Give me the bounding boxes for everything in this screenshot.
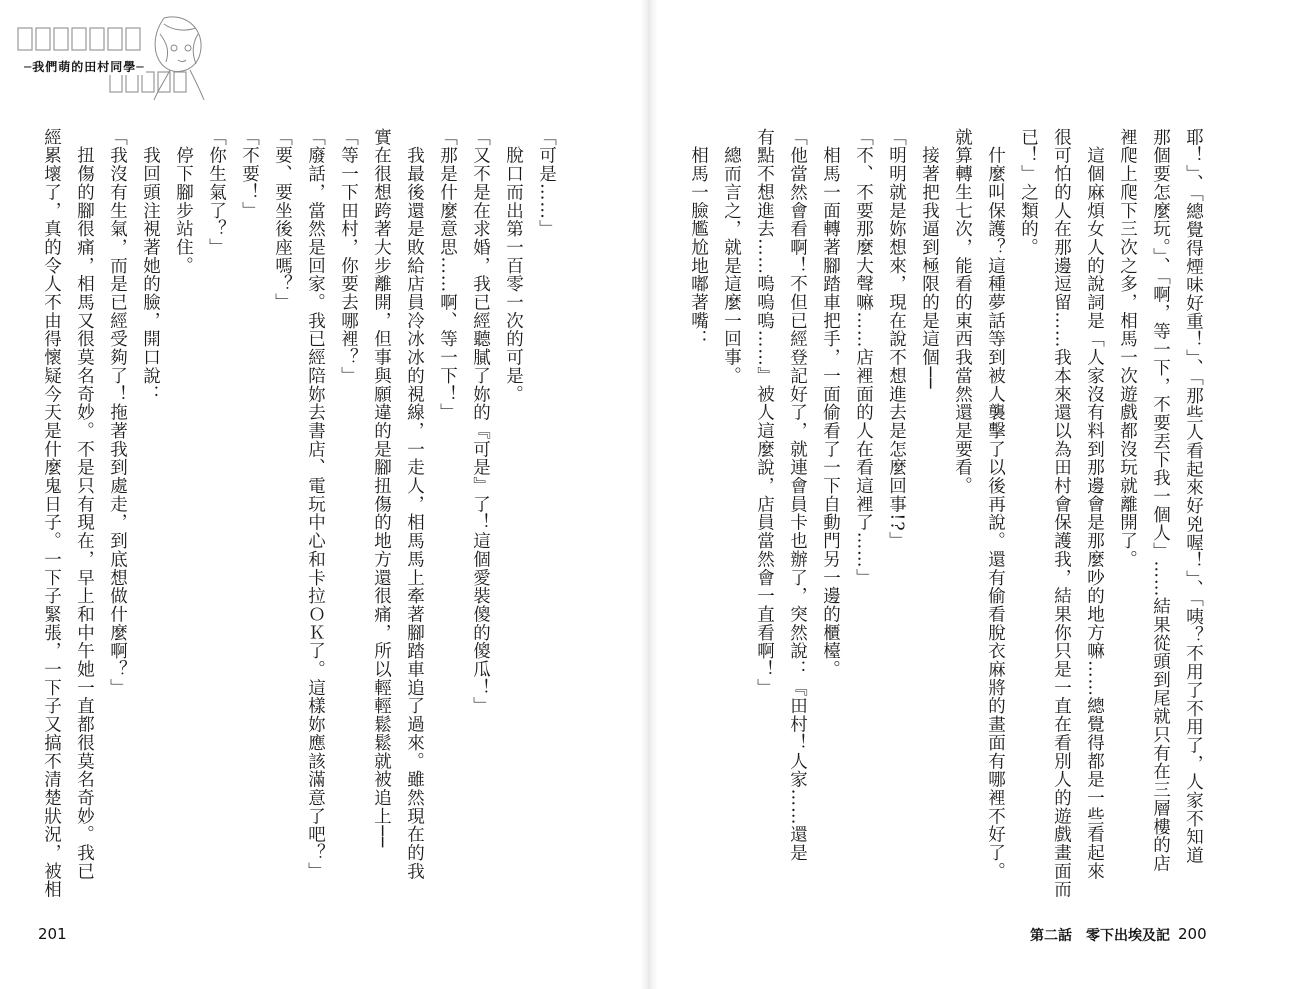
text-column: 停下腳步站住。: [173, 128, 194, 275]
text-column: 「廢話，當然是回家。我已經陪妳去書店、電玩中心和卡拉ＯＫ了。這樣妳應該滿意了吧？」: [305, 128, 326, 881]
text-column: 「明明就是妳想來，現在說不想進去是怎麼回事!?」: [886, 128, 907, 550]
text-column: 這個麻煩女人的說詞是「人家沒有料到那邊會是那麼吵的地方嘛……總覺得都是一些看起來: [1084, 128, 1105, 881]
text-column: 相馬一面轉著腳踏車把手，一面偷看了一下自動門另一邊的櫃檯。: [820, 128, 841, 679]
text-column: 很可怕的人在那邊逗留……我本來還以為田村會保護我，結果你只是一直在看別人的遊戲畫面而: [1051, 128, 1072, 899]
text-column: 就算轉生七次，能看的東西我當然還是要看。: [952, 128, 973, 495]
page-number: 201: [38, 925, 67, 943]
logo-subtitle: ─我們萌的田村同學─: [24, 60, 145, 74]
book-gutter: [640, 0, 658, 989]
text-column: 我最後還是敗給店員冷冰冰的視線，一走人，相馬馬上牽著腳踏車追了過來。雖然現在的我: [404, 128, 425, 881]
text-column: 耶！」、「總覺得煙味好重！」、「那些人看起來好兇喔！」、「咦？不用了不用了，人家不知道: [1183, 128, 1204, 865]
running-head: 第二話 零下出埃及記: [1030, 928, 1170, 944]
series-logo: [14, 10, 214, 102]
text-column: 已！」之類的。: [1018, 128, 1039, 257]
text-column: 有點不想進去……嗚嗚嗚……』被人這麼說，店員當然會一直看啊！」: [754, 128, 775, 697]
text-column: 「你生氣了？」: [206, 128, 227, 257]
text-column: 「那是什麼意思……啊、等一下！」: [437, 128, 458, 422]
text-column: 經累壞了，真的令人不由得懷疑今天是什麼鬼日子。一下子緊張，一下子又搞不清楚狀況，被相: [41, 128, 62, 899]
text-column: 「我沒有生氣，而是已經受夠了！拖著我到處走，到底想做什麼啊？」: [107, 128, 128, 697]
text-column: 「不、不要那麼大聲嘛……店裡面的人在看這裡了……」: [853, 128, 874, 587]
logo-character-sketch: [14, 10, 214, 102]
text-column: 接著把我逼到極限的是這個──: [919, 128, 940, 390]
text-column: 裡爬上爬下三次之多，相馬一次遊戲都沒玩就離開了。: [1117, 128, 1138, 569]
text-column: 脫口而出第一百零一次的可是。: [503, 128, 524, 404]
text-column: 扭傷的腳很痛，相馬又很莫名奇妙。不是只有現在，早上和中午她一直都很莫名奇妙。我已: [74, 128, 95, 881]
text-column: 「等一下田村，你要去哪裡？」: [338, 128, 359, 385]
text-column: 我回頭注視著她的臉，開口說：: [140, 128, 161, 404]
text-column: 「要、要坐後座嗎？」: [272, 128, 293, 312]
text-column: 「又不是在求婚，我已經聽膩了妳的『可是』了！這個愛裝傻的傻瓜！」: [470, 128, 491, 716]
text-column: 實在很想跨著大步離開，但事與願違的是腳扭傷的地方還很痛，所以輕輕鬆鬆就被追上──: [371, 128, 392, 849]
page-number: 200: [1178, 925, 1207, 943]
text-column: 什麼叫保護？這種夢話等到被人襲擊了以後再說。還有偷看脫衣麻將的畫面有哪裡不好了。: [985, 128, 1006, 881]
text-column: 「不要！」: [239, 128, 260, 220]
text-column: 「他當然會看啊！不但已經登記好了，就連會員卡也辦了，突然說：『田村！人家……還是: [787, 128, 808, 862]
text-column: 那個要怎麼玩。」、「啊，等一下，不要丟下我一個人」……結果從頭到尾就只有在三層樓的店: [1150, 128, 1171, 873]
text-column: 「可是……」: [536, 128, 557, 239]
text-column: 總而言之，就是這麼一回事。: [721, 128, 742, 385]
text-column: 相馬一臉尷尬地嘟著嘴：: [688, 128, 709, 349]
